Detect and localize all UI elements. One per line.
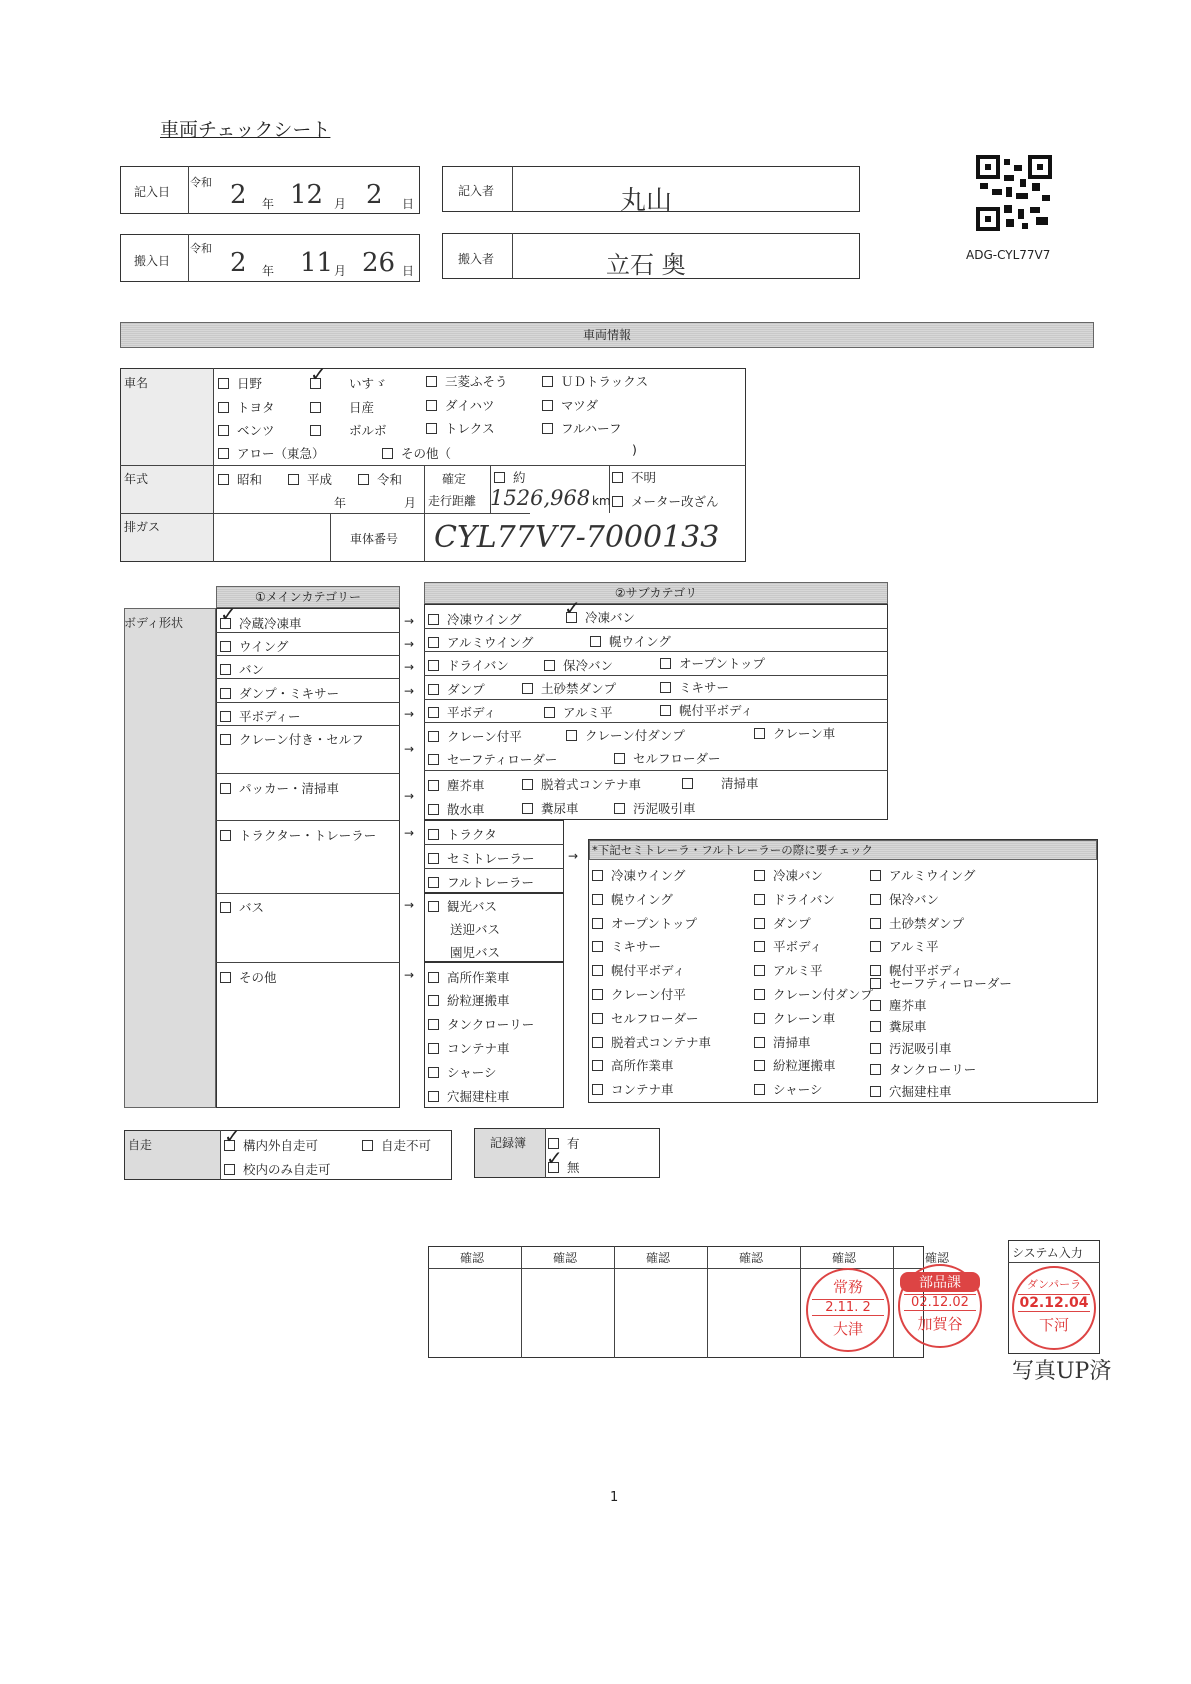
year-heisei[interactable]: 平成 [288, 470, 332, 488]
confirm-label: 確認 [553, 1251, 578, 1265]
main-cat-tractor[interactable]: トラクター・トレーラー [220, 826, 376, 844]
sub-cleaning[interactable]: 清掃車 [682, 774, 759, 792]
sub-dump[interactable]: ダンプ [428, 680, 485, 698]
trailer-option[interactable]: コンテナ車 [592, 1080, 674, 1098]
trailer-option[interactable]: タンクローリー [870, 1060, 976, 1078]
trailer-option[interactable]: クレーン付ダンプ [754, 985, 873, 1003]
maker-daihatsu[interactable]: ダイハツ [426, 396, 495, 414]
sub-crane-truck[interactable]: クレーン車 [754, 724, 835, 742]
main-cat-van[interactable]: バン [220, 660, 264, 678]
model-code: ADG-CYL77V7 [966, 248, 1051, 262]
main-category-column [216, 608, 400, 1108]
main-category-header: ①メインカテゴリー [216, 586, 400, 608]
trailer-option[interactable]: アルミ平 [870, 937, 939, 955]
trailer-option[interactable]: アルミウイング [870, 866, 975, 884]
sub-container[interactable]: コンテナ車 [428, 1039, 510, 1057]
trailer-option[interactable]: オープントップ [592, 914, 697, 932]
sub-cool-van[interactable]: 保冷バン [544, 656, 613, 674]
trailer-option[interactable]: 平ボディ [754, 937, 822, 955]
maker-toyota[interactable]: トヨタ [218, 398, 275, 416]
maker-mazda[interactable]: マツダ [542, 396, 598, 414]
trailer-option[interactable]: 幌付平ボディ [592, 961, 685, 979]
sub-garbage[interactable]: 塵芥車 [428, 776, 485, 794]
sub-tractor[interactable]: トラクタ [428, 825, 497, 843]
sub-hood-flat[interactable]: 幌付平ボディ [660, 701, 753, 719]
sub-self-loader[interactable]: セルフローダー [614, 749, 721, 767]
chassis-number: CYL77V7-7000133 [434, 520, 720, 555]
maker-fruehauf[interactable]: フルハーフ [542, 419, 622, 437]
self-drive-possible[interactable]: 構内外自走可 [224, 1136, 318, 1154]
sub-safety-loader[interactable]: セーフティローダー [428, 750, 557, 768]
stamp-1: 常務 2.11. 2 大津 [806, 1268, 890, 1352]
isuzu-check: ✓ [310, 362, 327, 386]
confirm-label: 確認 [460, 1251, 485, 1265]
mileage-value: 1526,968 [490, 486, 591, 510]
sub-container-detach[interactable]: 脱着式コンテナ車 [522, 775, 641, 793]
sub-aerial[interactable]: 高所作業車 [428, 968, 510, 986]
trailer-option[interactable]: セルフローダー [592, 1009, 699, 1027]
entry-month: 12 [290, 180, 324, 210]
sub-night-soil[interactable]: 糞尿車 [522, 799, 579, 817]
qr-code [976, 155, 1052, 231]
sub-category-header: ②サブカテゴリ [424, 582, 888, 604]
photo-note: 写真UP済 [1012, 1359, 1112, 1384]
meter-tampered[interactable]: メーター改ざん [612, 492, 719, 510]
confirm-label: 確認 [925, 1251, 950, 1265]
sub-sludge[interactable]: 汚泥吸引車 [614, 799, 696, 817]
entrant-name: 丸山 [620, 186, 673, 216]
main-cat-packer[interactable]: パッカー・清掃車 [220, 779, 339, 797]
confirm-label: 確認 [739, 1251, 764, 1265]
trailer-option[interactable]: 糞尿車 [870, 1017, 927, 1035]
page-number: 1 [610, 1490, 619, 1505]
maker-hino[interactable]: 日野 [218, 374, 262, 392]
maker-other[interactable]: その他（ [382, 444, 451, 462]
trailer-option[interactable]: クレーン車 [754, 1009, 835, 1027]
sub-flatbed[interactable]: 平ボディ [428, 703, 496, 721]
maker-trex[interactable]: トレクス [426, 419, 495, 437]
stamp-3: ダンパーラ 02.12.04 下河 [1012, 1266, 1096, 1350]
year-reiwa[interactable]: 令和 [358, 470, 402, 488]
year-showa[interactable]: 昭和 [218, 470, 262, 488]
sub-open-top[interactable]: オープントップ [660, 654, 765, 672]
maker-benz[interactable]: ベンツ [218, 421, 275, 439]
sub-sprinkler[interactable]: 散水車 [428, 800, 485, 818]
sub-crane-dump[interactable]: クレーン付ダンプ [566, 726, 685, 744]
trailer-option[interactable]: アルミ平 [754, 961, 823, 979]
sub-refrig-van[interactable]: 冷凍バン [566, 608, 635, 626]
trailer-option[interactable]: クレーン付平 [592, 985, 686, 1003]
trailer-option[interactable]: 幌付平ボディ [870, 961, 963, 979]
entry-year: 2 [230, 180, 247, 210]
sub-crane-flat[interactable]: クレーン付平 [428, 727, 522, 745]
mileage-approx[interactable]: 約 [494, 468, 526, 486]
trailer-option[interactable]: 幌ウイング [592, 890, 673, 908]
maker-nissan[interactable]: 日産 [310, 398, 374, 416]
trailer-option[interactable]: 紛粒運搬車 [754, 1056, 836, 1074]
trailer-option[interactable]: 清掃車 [754, 1033, 811, 1051]
record-no[interactable]: 無 [548, 1158, 580, 1176]
self-drive-yard-only[interactable]: 校内のみ自走可 [224, 1160, 331, 1178]
stamp-2: 部品課 02.12.02 加賀谷 [898, 1264, 982, 1348]
maker-isuzu[interactable]: いすゞ [310, 374, 387, 392]
record-yes[interactable]: 有 [548, 1134, 580, 1152]
trailer-option[interactable]: 塵芥車 [870, 996, 927, 1014]
sub-alumi-flat[interactable]: アルミ平 [544, 703, 613, 721]
main-cat-refrigerated[interactable]: 冷蔵冷凍車 [220, 614, 302, 632]
entry-day: 2 [366, 180, 383, 210]
sub-semi-trailer[interactable]: セミトレーラー [428, 849, 535, 867]
sub-tanker[interactable]: タンクローリー [428, 1015, 534, 1033]
sub-dry-van[interactable]: ドライバン [428, 656, 509, 674]
sub-powder[interactable]: 紛粒運搬車 [428, 991, 510, 1009]
delivery-month: 11 [300, 248, 334, 278]
main-cat-wing[interactable]: ウイング [220, 637, 288, 655]
sub-alumi-wing[interactable]: アルミウイング [428, 633, 533, 651]
trailer-option[interactable]: ダンプ [754, 914, 811, 932]
trailer-option[interactable]: 汚泥吸引車 [870, 1039, 952, 1057]
sub-tour-bus[interactable]: 観光バス [428, 897, 497, 915]
trailer-option[interactable]: 冷凍ウイング [592, 866, 685, 884]
trailer-option[interactable]: 穴掘建柱車 [870, 1082, 952, 1100]
main-cat-flatbed[interactable]: 平ボディー [220, 707, 301, 725]
trailer-option[interactable]: 保冷バン [870, 890, 939, 908]
main-cat-other[interactable]: その他 [220, 968, 277, 986]
sub-hood-wing[interactable]: 幌ウイング [590, 632, 671, 650]
trailer-note: *下記セミトレーラ・フルトレーラーの際に要チェック [592, 843, 873, 857]
trailer-option[interactable]: セーフティーローダー [870, 974, 1012, 992]
vehicle-info-header: 車両情報 [120, 322, 1094, 348]
delivery-year: 2 [230, 248, 247, 278]
self-drive-impossible[interactable]: 自走不可 [362, 1136, 431, 1154]
entry-date-label: 記入日 [134, 185, 171, 199]
trailer-option[interactable]: 土砂禁ダンプ [870, 914, 964, 932]
main-cat-crane[interactable]: クレーン付き・セルフ [220, 730, 364, 748]
sub-chassis[interactable]: シャーシ [428, 1063, 497, 1081]
sub-mixer[interactable]: ミキサー [660, 678, 729, 696]
main-cat-bus[interactable]: バス [220, 898, 264, 916]
trailer-option[interactable]: 冷凍バン [754, 866, 823, 884]
delivery-day: 26 [362, 248, 396, 278]
confirm-label: 確認 [832, 1251, 857, 1265]
trailer-option[interactable]: ドライバン [754, 890, 835, 908]
maker-arrow[interactable]: アロー（東急） [218, 444, 325, 462]
deliverer-name: 立石 奥 [606, 251, 686, 279]
trailer-option[interactable]: シャーシ [754, 1080, 823, 1098]
page-title: 車両チェックシート [160, 119, 331, 141]
main-cat-dump[interactable]: ダンプ・ミキサー [220, 684, 339, 702]
sub-refrig-wing[interactable]: 冷凍ウイング [428, 610, 521, 628]
trailer-option[interactable]: 脱着式コンテナ車 [592, 1033, 711, 1051]
sub-pole[interactable]: 穴掘建柱車 [428, 1087, 510, 1105]
maker-ud[interactable]: ＵＤトラックス [542, 372, 648, 390]
maker-volvo[interactable]: ボルボ [310, 421, 387, 439]
mileage-unknown[interactable]: 不明 [612, 468, 656, 486]
sub-full-trailer[interactable]: フルトレーラー [428, 873, 534, 891]
sub-soil-dump[interactable]: 土砂禁ダンプ [522, 679, 616, 697]
trailer-option[interactable]: 高所作業車 [592, 1056, 674, 1074]
maker-fuso[interactable]: 三菱ふそう [426, 372, 508, 390]
confirm-label: 確認 [646, 1251, 671, 1265]
trailer-option[interactable]: ミキサー [592, 937, 661, 955]
